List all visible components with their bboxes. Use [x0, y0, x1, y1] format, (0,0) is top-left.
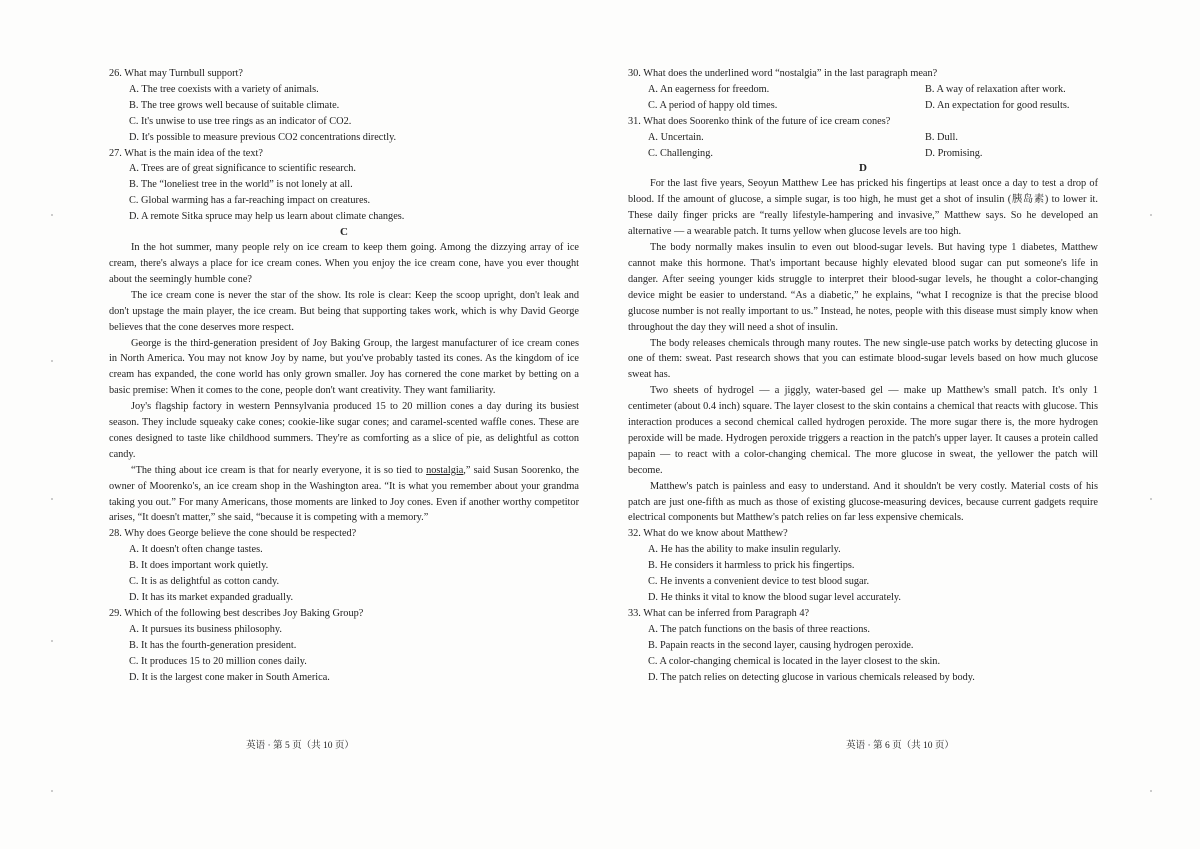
passage-c-paragraph-1: In the hot summer, many people rely on ice cream to keep them going. Among the dizzying array of ice cream, there's always a place for ice cream cones. When you enjoy the ice cream cone, have you ever thought about the seemingly humble cone? [109, 242, 579, 285]
right-page [600, 0, 1200, 849]
question-31: 31. What does Soorenko think of the future of ice cream cones? [628, 115, 891, 127]
option-31c: C. Challenging. [648, 147, 713, 159]
question-30: 30. What does the underlined word “nostalgia” in the last paragraph mean? [628, 68, 938, 79]
option-28a: A. It doesn't often change tastes. [129, 544, 263, 556]
option-30d: D. An expectation for good results. [925, 99, 1070, 111]
page-footer-right: 英语 · 第 6 页（共 10 页） [846, 741, 954, 751]
option-30a: A. An eagerness for freedom. [648, 83, 770, 95]
option-33a: A. The patch functions on the basis of three reactions. [648, 623, 870, 635]
nostalgia-underlined-word: nostalgia [426, 464, 464, 476]
options-30-row-1 [648, 82, 1098, 98]
option-32a: A. He has the ability to make insulin regularly. [648, 544, 841, 556]
option-31a: A. Uncertain. [648, 131, 704, 143]
scan-speck [51, 640, 53, 642]
passage-c-paragraph-3: George is the third-generation president of Joy Baking Group, the largest manufacturer of ice cream cones in North America. You may not know Joy by name, but you've probably tasted its cones. As the kingdom of ice cream has expanded, the cone world has only grown smaller. Joy has cornered the cone market by betting on a basic premise: When it comes to the cone, people don't want creativity. They want familiarity. [109, 337, 579, 397]
scan-speck [51, 790, 53, 792]
option-26d: D. It's possible to measure previous CO2 concentrations directly. [129, 131, 397, 143]
options-31-row-1 [648, 130, 1098, 146]
passage-d-paragraph-5: Matthew's patch is painless and easy to understand. And it shouldn't be very costly. Material costs of his patch are just one-fifth as much as those of existing glucose-measuring devices, because current gadgets require electrical components but Matthew's patch relies on far less expensive chemicals. [628, 480, 1098, 524]
option-28b: B. It does important work quietly. [129, 560, 269, 572]
passage-c-paragraph-4: Joy's flagship factory in western Pennsylvania produced 15 to 20 million cones a day during its busiest season. They include squeaky cake cones; cookie-like sugar cones; and caramel-scented waffle cones. These are cones designed to taste like childhood summers. They're as comforting as a slice of pie, as delightful as cotton candy. [109, 401, 579, 460]
page-footer-left: 英语 · 第 5 页（共 10 页） [246, 741, 354, 751]
option-33b: B. Papain reacts in the second layer, causing hydrogen peroxide. [648, 639, 914, 651]
scan-speck [51, 214, 53, 216]
option-31b: B. Dull. [925, 131, 958, 143]
scan-speck [1150, 214, 1152, 216]
option-26c: C. It's unwise to use tree rings as an indicator of CO2. [129, 115, 352, 127]
option-29b: B. It has the fourth-generation president. [129, 639, 297, 651]
option-29c: C. It produces 15 to 20 million cones daily. [129, 655, 307, 667]
passage-d-paragraph-3: The body releases chemicals through many routes. The new single-use patch works by detecting glucose in one of them: sweat. Past research shows that you can estimate blood-sugar levels based on how much glucose sweat has. [628, 337, 1098, 381]
options-31-row-2 [648, 146, 1098, 162]
option-30c: C. A period of happy old times. [648, 99, 778, 111]
option-28d: D. It has its market expanded gradually. [129, 592, 294, 603]
option-26b: B. The tree grows well because of suitable climate. [129, 99, 340, 111]
question-28: 28. Why does George believe the cone should be respected? [109, 528, 357, 540]
passage-d-paragraph-4: Two sheets of hydrogel — a jiggly, water-based gel — make up Matthew's small patch. It's only 1 centimeter (about 0.4 inch) square. The layer closest to the skin contains a chemical that reacts with glucose. This interaction produces a second chemical called hydrogen peroxide. The more sugar there is, the more hydrogen peroxide will be made. Hydrogen peroxide triggers a reaction in the patch's upper layer. It causes a protein called papain — to react with a color-changing chemical. The more glucose in sweat, the yellower the patch will become. [628, 385, 1098, 476]
section-c-title: C [340, 226, 348, 239]
question-26: 26. What may Turnbull support? [109, 68, 243, 79]
scan-speck [1150, 498, 1152, 500]
options-30-row-2 [648, 98, 1098, 114]
passage-d-paragraph-1: For the last five years, Seoyun Matthew Lee has pricked his fingertips at least once a day to test a drop of blood. If the amount of glucose, a simple sugar, is too high, he must get a shot of insulin (胰岛素) to lower it. These daily finger pricks are “really lifestyle-hampering and invasive,” Matthew says. So he developed an alternative — a wearable patch. It turns yellow when glucose levels are too high. [628, 178, 1098, 238]
scan-speck [51, 360, 53, 362]
option-32b: B. He considers it harmless to prick his fingertips. [648, 560, 855, 572]
section-d-title: D [859, 162, 867, 175]
question-27: 27. What is the main idea of the text? [109, 147, 263, 159]
passage-d-paragraph-2: The body normally makes insulin to even out blood-sugar levels. But having type 1 diabetes, Matthew cannot make this hormone. That's important because highly elevated blood sugar can put someone's life in danger. After seeing younger kids struggle to interpret their blood-sugar levels, he thought a color-changing device might be easier to understand. “As a diabetic,” he explains, “what I recognize is that the precise blood glucose number is not really important to us.” Instead, he notes, people with this disease must simply know when throughout the day they will need a shot of insulin. [628, 242, 1098, 333]
option-32c: C. He invents a convenient device to test blood sugar. [648, 576, 870, 588]
option-29d: D. It is the largest cone maker in South America. [129, 671, 330, 683]
option-32d: D. He thinks it vital to know the blood sugar level accurately. [648, 592, 901, 603]
option-33d: D. The patch relies on detecting glucose in various chemicals released by body. [648, 671, 975, 683]
option-29a: A. It pursues its business philosophy. [129, 623, 282, 635]
option-27c: C. Global warming has a far-reaching impact on creatures. [129, 195, 371, 207]
option-26a: A. The tree coexists with a variety of animals. [129, 83, 319, 95]
passage-c-paragraph-5 [109, 463, 579, 527]
right-column [628, 66, 1098, 685]
option-27b: B. The “loneliest tree in the world” is not lonely at all. [129, 179, 353, 191]
scan-speck [51, 498, 53, 500]
left-column [109, 66, 579, 685]
option-33c: C. A color-changing chemical is located in the layer closest to the skin. [648, 655, 941, 667]
question-32: 32. What do we know about Matthew? [628, 528, 788, 540]
p5-after-text: ,” said Susan Soorenko, the owner of Moorenko's, an ice cream shop in the Washington area. “It is what you remember about your grandma taking you out.” For many Americans, those moments are linked to Joy cones. Even if another worthy competitor arises, “It doesn't matter,” she said, “because it is competing with a memory.” [109, 464, 579, 524]
option-27d: D. A remote Sitka spruce may help us learn about climate changes. [129, 211, 405, 223]
passage-c-paragraph-2: The ice cream cone is never the star of the show. Its role is clear: Keep the scoop upright, don't leak and don't upstage the main player, the ice cream. But being that supporting takes work, which is why David George believes that the cone deserves more respect. [109, 289, 579, 333]
option-27a: A. Trees are of great significance to scientific research. [129, 163, 357, 175]
scan-speck [1150, 790, 1152, 792]
option-28c: C. It is as delightful as cotton candy. [129, 576, 280, 588]
question-29: 29. Which of the following best describes Joy Baking Group? [109, 607, 364, 619]
question-33: 33. What can be inferred from Paragraph 4? [628, 607, 810, 619]
p5-before-text: “The thing about ice cream is that for nearly everyone, it is so tied to [131, 464, 427, 476]
option-30b: B. A way of relaxation after work. [925, 83, 1066, 95]
option-31d: D. Promising. [925, 147, 983, 159]
